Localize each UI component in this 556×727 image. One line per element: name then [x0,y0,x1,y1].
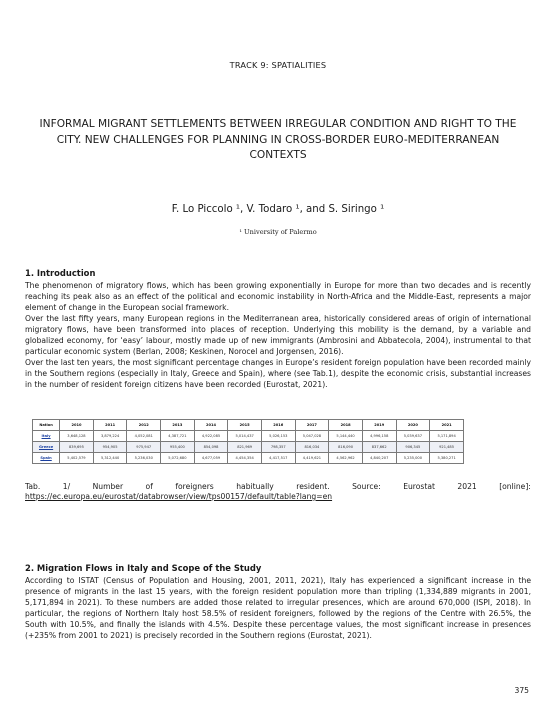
table-cell: 4,677,059 [194,453,228,464]
table-cell: 854,098 [194,442,228,453]
table-cell: 4,454,354 [228,453,262,464]
column-header: 2012 [127,420,161,431]
column-header: 2013 [161,420,195,431]
table-cell: 4,419,621 [295,453,329,464]
table-cell: 5,014,437 [228,431,262,442]
table-row [33,431,464,442]
section-introduction [25,268,531,390]
table-row [33,453,464,464]
column-header: 2016 [261,420,295,431]
table-cell: 5,039,637 [396,431,430,442]
table-cell: 5,236,030 [127,453,161,464]
table-cell: 798,357 [261,442,295,453]
table-cell: 5,380,271 [430,453,464,464]
table-cell: 4,387,721 [161,431,195,442]
column-header: 2019 [362,420,396,431]
caption-word: 2021 [457,482,477,491]
table-cell: 839,695 [60,442,94,453]
paragraph: According to ISTAT (Census of Population and Housing, 2001, 2011, 2021), Italy has experienced a significant increase in the presence of migrants in the last 15 years, with the foreign resident population more than tripling (1,334,889 migrants in 2001, 5,171,894 in 2021). To these numbers are added those related to irregular presences, which are around 670,000 (ISPI, 2018). In particular, the regions of Northern Italy host 58.5% of resident foreigners, followed by the regions of the Centre with 26.5%, the South with 10.5%, and finally the islands with 4.5%. Despite these percentage values, the most significant increase in presences (+235% from 2001 to 2021) is precisely recorded in the Southern regions (Eurostat, 2021). [25,576,531,640]
eurostat-source-link[interactable]: https://ec.europa.eu/eurostat/databrowser/view/tps00157/default/table?lang=en [25,492,333,501]
data-table [32,419,464,464]
caption-word: habitually [236,482,274,491]
table-cell: 906,345 [396,442,430,453]
table-cell: 5,026,153 [261,431,295,442]
table-cell: 4,562,962 [329,453,363,464]
paragraph: Over the last ten years, the most significant percentage changes in Europe’s resident foreign population have been recorded mainly in the Southern regions (especially in Italy, Greece and Spain), where (see Tab.1), despite the economic crisis, substantial increases in the number of resident foreign citizens have been recorded (Eurostat, 2021). [25,358,531,389]
column-header: 2015 [228,420,262,431]
caption-word: resident. [296,482,330,491]
nation-cell: Italy [33,431,60,442]
page-number: 375 [514,686,529,695]
column-header: 2011 [93,420,127,431]
authors-line: F. Lo Piccolo ¹, V. Todaro ¹, and S. Siringo ¹ [171,204,385,215]
table-cell: 821,969 [228,442,262,453]
table-cell: 3,648,128 [60,431,94,442]
caption-word: Number [92,482,124,491]
table-cell: 5,144,440 [329,431,363,442]
section-migration-flows [25,563,531,641]
nation-cell: Spain [33,453,60,464]
table-cell: 816,090 [329,442,363,453]
caption-line [25,482,531,492]
column-header: 2017 [295,420,329,431]
table-cell: 4,417,517 [261,453,295,464]
caption-word: Tab. [25,482,41,491]
table-cell: 5,072,680 [161,453,195,464]
caption-word: [online]: [499,482,531,491]
table-cell: 5,402,579 [60,453,94,464]
column-header: 2010 [60,420,94,431]
table-cell: 4,052,081 [127,431,161,442]
table-caption [25,482,531,502]
table-header-row [33,420,464,431]
table-cell: 5,047,028 [295,431,329,442]
paper-title: INFORMAL MIGRANT SETTLEMENTS BETWEEN IRREGULAR CONDITION AND RIGHT TO THE CITY. NEW CHALLENGES FOR PLANNING IN CROSS-BORDER EURO-MEDITERRANEAN CONTEXTS [39,118,517,161]
table-cell: 921,485 [430,442,464,453]
table-cell: 3,879,224 [93,431,127,442]
column-header: 2020 [396,420,430,431]
foreigners-table [32,419,464,464]
caption-word: Eurostat [403,482,435,491]
caption-word: Source: [352,482,381,491]
nation-cell: Greece [33,442,60,453]
track-header: TRACK 9: SPATIALITIES [229,60,327,70]
table-cell: 5,171,894 [430,431,464,442]
column-header: 2018 [329,420,363,431]
affiliation: ¹ University of Palermo [239,228,317,236]
table-cell: 955,400 [161,442,195,453]
column-header: 2021 [430,420,464,431]
caption-word: of [145,482,153,491]
section-heading: 1. Introduction [25,268,96,278]
column-header: Nation [33,420,60,431]
table-cell: 5,235,000 [396,453,430,464]
table-cell: 975,947 [127,442,161,453]
table-cell: 954,905 [93,442,127,453]
table-cell: 837,662 [362,442,396,453]
caption-word: 1/ [62,482,71,491]
table-cell: 5,312,440 [93,453,127,464]
paragraph: Over the last fifty years, many European regions in the Mediterranean area, historically considered areas of origin of international migratory flows, have been transformed into places of reception. Underlying this mobility is the demand, by a variable and globalized economy, for ‘easy’ labour, mostly made up of new immigrants (Ambrosini and Abbatecola, 2004), instrumental to that particular economic system (Berlan, 2008; Keskinen, Norocel and Jorgensen, 2016). [25,314,531,356]
column-header: 2014 [194,420,228,431]
paragraph: The phenomenon of migratory flows, which has been growing exponentially in Europe for more than two decades and is recently reaching its peak also as an effect of the political and economic instability in North-Africa and the Middle-East, represents a major element of change in the European social framework. [25,281,531,312]
caption-word: foreigners [175,482,214,491]
table-cell: 4,840,207 [362,453,396,464]
table-row [33,442,464,453]
table-cell: 4,922,085 [194,431,228,442]
section-heading: 2. Migration Flows in Italy and Scope of the Study [25,563,262,573]
table-cell: 816,034 [295,442,329,453]
table-cell: 4,996,158 [362,431,396,442]
